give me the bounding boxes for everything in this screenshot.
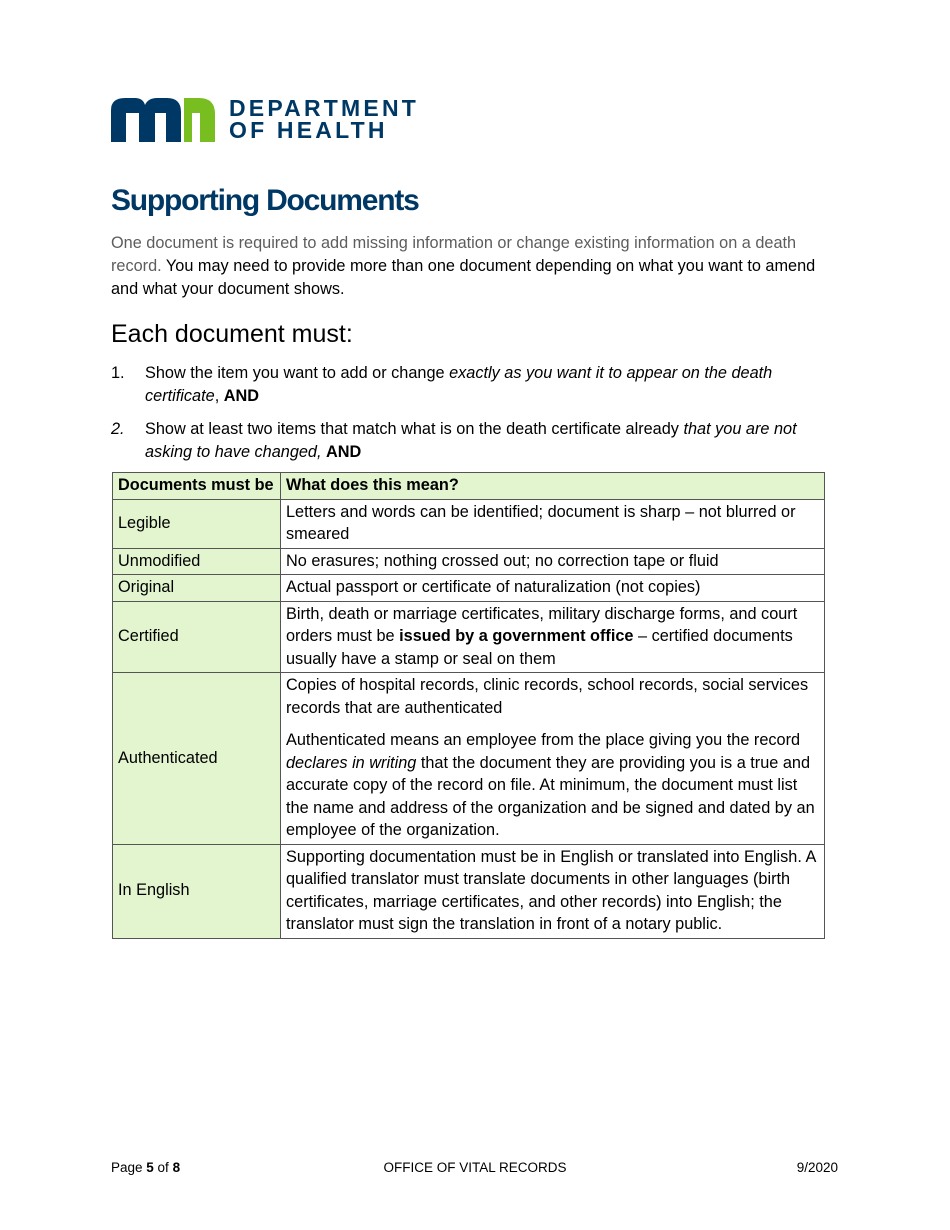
description-text: Authenticated means an employee from the place giving you the record xyxy=(286,731,801,749)
mn-logo-icon xyxy=(111,96,215,142)
description-text: – certified documents usually have a stamp or seal on them xyxy=(286,627,793,668)
column-header-documents: Documents must be xyxy=(113,473,281,500)
row-description xyxy=(281,673,825,845)
intro-part-2: You may need to provide more than one document depending on what you want to amend and what your document shows. xyxy=(111,257,816,298)
list-item-text: Show at least two items that match what is on the death certificate already xyxy=(145,420,684,438)
row-term: Certified xyxy=(113,601,281,673)
list-item-and: AND xyxy=(223,387,260,405)
list-item xyxy=(111,418,821,464)
footer-date: 9/2020 xyxy=(796,1160,838,1175)
table-header-row xyxy=(113,473,825,500)
description-emphasis: declares in writing xyxy=(286,753,417,772)
table-row xyxy=(113,548,825,575)
row-term: Legible xyxy=(113,499,281,548)
page-number: Page 5 of 8 xyxy=(111,1160,181,1175)
list-item xyxy=(111,362,821,408)
description-text: that the document they are providing you is a true and accurate copy of the record on file. At minimum, the document must list the name and address of the organization and be signed and dated by an employee of the organization. xyxy=(286,753,815,839)
list-item-and: AND xyxy=(326,443,362,461)
row-term: Authenticated xyxy=(113,673,281,845)
list-item-number: 2. xyxy=(111,420,125,438)
row-term: In English xyxy=(113,844,281,938)
table-row xyxy=(113,844,825,938)
intro-paragraph xyxy=(111,232,841,301)
list-item-separator: , xyxy=(214,387,224,405)
table-row xyxy=(113,499,825,548)
footer-office: OFFICE OF VITAL RECORDS xyxy=(383,1160,567,1175)
description-text: Birth, death or marriage certificates, military discharge forms, and court orders must be xyxy=(286,604,798,645)
logo-line-2: OF HEALTH xyxy=(229,117,388,143)
section-heading: Each document must: xyxy=(111,320,353,348)
row-term: Unmodified xyxy=(113,548,281,575)
requirements-table xyxy=(112,472,825,939)
column-header-meaning: What does this mean? xyxy=(281,473,825,500)
description-bold: issued by a government office xyxy=(399,627,634,645)
requirements-list xyxy=(111,362,821,474)
row-term: Original xyxy=(113,575,281,602)
list-item-text: Show the item you want to add or change xyxy=(145,364,450,382)
description-paragraph xyxy=(286,729,819,842)
intro-part-1: One document is required to add missing information or change existing information on a death record. xyxy=(111,234,797,275)
table-row xyxy=(113,601,825,673)
row-description: No erasures; nothing crossed out; no correction tape or fluid xyxy=(281,548,825,575)
total-pages: 8 xyxy=(172,1160,181,1175)
page-title: Supporting Documents xyxy=(111,184,419,217)
mdh-logo xyxy=(111,96,419,142)
description-paragraph: Copies of hospital records, clinic records, school records, social services records that are authenticated xyxy=(286,676,809,717)
list-item-emphasis: exactly as you want it to appear on the death certificate xyxy=(145,364,773,405)
list-item-emphasis: that you are not asking to have changed, xyxy=(145,420,797,461)
logo-line-1: DEPARTMENT xyxy=(229,95,420,121)
table-row xyxy=(113,575,825,602)
list-item-number: 1. xyxy=(111,364,125,382)
row-description: Supporting documentation must be in English or translated into English. A qualified translator must translate documents in other languages (birth certificates, marriage certificates, and other records) into English; the translator must sign the translation in front of a notary public. xyxy=(281,844,825,938)
table-row xyxy=(113,673,825,845)
current-page: 5 xyxy=(146,1160,154,1175)
row-description xyxy=(281,601,825,673)
row-description: Actual passport or certificate of naturalization (not copies) xyxy=(281,575,825,602)
row-description: Letters and words can be identified; document is sharp – not blurred or smeared xyxy=(281,499,825,548)
